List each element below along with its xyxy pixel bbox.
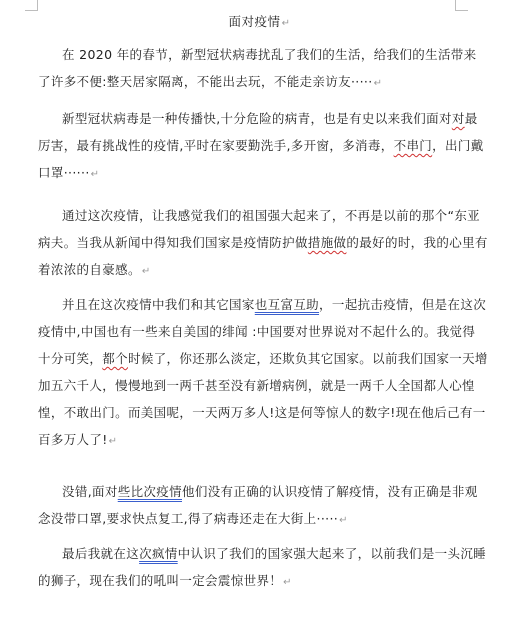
grammar-error-underline: 些比次疫情 xyxy=(117,484,182,499)
spelling-error-underline: 对 xyxy=(451,111,465,126)
text-run: 并且在这次疫情中我们和其它国家 xyxy=(62,297,255,312)
paragraph-mark-icon: ↵ xyxy=(283,577,292,588)
paragraph-2[interactable] xyxy=(38,105,488,188)
text-run: ，出门戴口罩······ xyxy=(38,138,484,180)
text-run: ，一起抗击疫情，但是在这次疫情中,中国也有一些来自美国的绯闻 :中国要对世界说对不起什么的。我觉得十分可笑， xyxy=(38,297,487,366)
text-run: 最后我就在这 xyxy=(62,546,140,561)
spelling-error-underline: 都个 xyxy=(102,351,128,366)
page-margin-corner-right xyxy=(455,0,468,11)
text-run: 在 2020 年的春节，新型冠状病毒扰乱了我们的生活，给我们的生活带来了许多不便:整天居家隔离，不能出去玩，不能走亲访友····· xyxy=(38,47,477,89)
text-run: 通过这次疫情，让我感觉我们的祖国强大起来了，不再是以前的那个“东亚病夫。当我从新闻中得知我们国家是疫情防护做 xyxy=(38,208,481,250)
paragraph-mark-icon: ↵ xyxy=(108,436,118,447)
spelling-error-underline: 措施做 xyxy=(307,235,347,250)
paragraph-6[interactable] xyxy=(38,540,488,596)
grammar-error-underline: 也互富互助 xyxy=(254,297,320,312)
text-run: 的最好的时，我的心里有着浓浓的自豪感。 xyxy=(38,235,488,277)
paragraph-mark-icon: ↵ xyxy=(339,515,348,526)
text-run: 他们没有正确的认识疫情了解疫情，没有正确是非观念没带口罩,要求快点复工,得了病毒还走在大街上····· xyxy=(38,484,478,526)
document-title[interactable]: 面对疫情↵ xyxy=(228,14,291,29)
text-run: 新型冠状病毒是一种传播快,十分危险的病青，也是有史以来我们面对 xyxy=(62,111,452,126)
spelling-error-underline: 不串门 xyxy=(393,138,433,153)
paragraph-mark-icon: ↵ xyxy=(141,266,151,277)
paragraph-3[interactable] xyxy=(38,202,488,285)
paragraph-mark-icon: ↵ xyxy=(373,78,383,89)
paragraph-mark-icon: ↵ xyxy=(281,18,291,29)
text-run: 没错,面对 xyxy=(62,484,118,499)
paragraph-1[interactable] xyxy=(38,41,488,97)
paragraph-mark-icon: ↵ xyxy=(90,169,100,180)
grammar-error-underline: 次疯情 xyxy=(139,546,178,561)
text-run: 最厉害，最有挑战性的疫情,平时在家要勤洗手,多开窗，多消毒， xyxy=(38,111,478,153)
text-run: 时候了，你还那么淡定，还欺负其它国家。以前我们国家一天增加五六千人，慢慢地到一两千甚至没有新增病例，就是一两千人全国都人心惶惶，不敢出门。而美国呢，一天两万多人!这是何等惊人的数字!现在他后己有一百多万人了! xyxy=(38,351,488,447)
paragraph-5[interactable] xyxy=(38,478,488,534)
page-margin-corner-left xyxy=(25,0,38,11)
paragraph-4[interactable] xyxy=(38,291,488,455)
text-run: 中认识了我们的国家强大起来了，以前我们是一头沉睡的狮子，现在我们的吼叫一定会震惊世界！ xyxy=(38,546,487,588)
